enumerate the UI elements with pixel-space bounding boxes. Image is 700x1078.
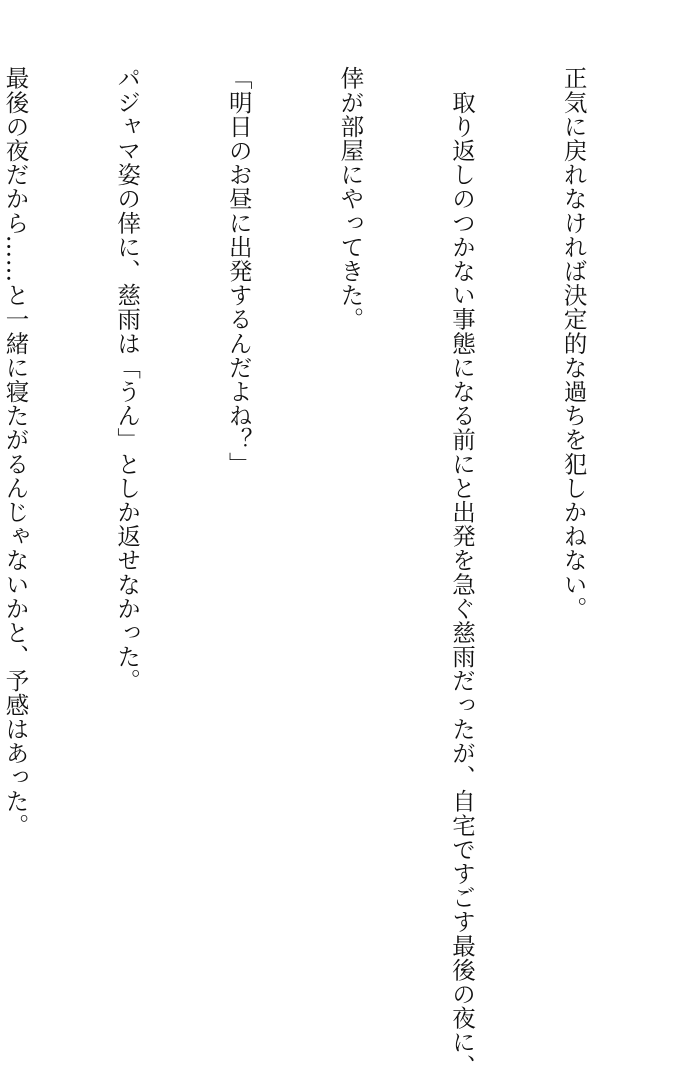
vertical-text-body <box>0 66 666 1078</box>
text-line: 「明日のお昼に出発するんだよね？」 <box>224 66 253 476</box>
text-line: パジャマ姿の倖に、慈雨は「うん」としか返せなかった。 <box>113 66 142 693</box>
text-line: 最後の夜だから……と一緒に寝たがるんじゃないかと、予感はあった。 <box>1 66 30 838</box>
text-line: 取り返しのつかない事態になる前にと出発を急ぐ慈雨だったが、自宅ですごす最後の夜に、 <box>447 66 476 1078</box>
text-line: 倖が部屋にやってきた。 <box>336 66 365 332</box>
text-line: 正気に戻れなければ決定的な過ちを犯しかねない。 <box>559 66 588 621</box>
